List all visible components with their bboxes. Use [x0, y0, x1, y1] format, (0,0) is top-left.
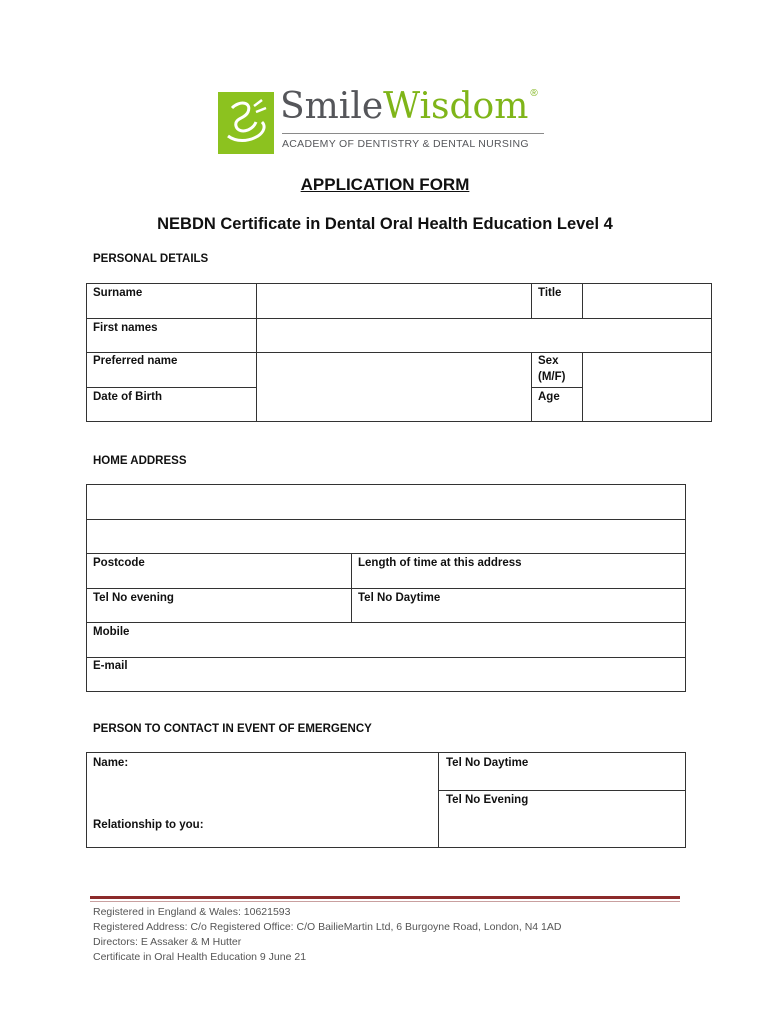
- brand-name-part1: Smile: [280, 86, 384, 127]
- emergency-name-label: Name:: [93, 757, 129, 769]
- form-subtitle: NEBDN Certificate in Dental Oral Health Education Level 4: [157, 215, 613, 233]
- title-field[interactable]: [583, 284, 711, 318]
- preferred-name-field[interactable]: [257, 353, 531, 387]
- home-address-heading: HOME ADDRESS: [93, 455, 187, 467]
- footer-directors: Directors: E Assaker & M Hutter: [93, 936, 242, 948]
- smilewisdom-logo-icon: [218, 92, 274, 154]
- tel-daytime-label: Tel No Daytime: [358, 592, 441, 604]
- sex-label: Sex (M/F): [538, 355, 566, 383]
- tel-evening-field[interactable]: [87, 589, 351, 622]
- divider: [86, 387, 256, 388]
- brand-name-part2: Wisdom: [383, 86, 529, 127]
- emergency-name-field[interactable]: [87, 753, 438, 813]
- title-label: Title: [538, 287, 562, 299]
- age-label: Age: [538, 391, 560, 403]
- first-names-field[interactable]: [257, 319, 711, 352]
- mobile-label: Mobile: [93, 626, 130, 638]
- footer-rule: [90, 896, 680, 899]
- sex-field[interactable]: [583, 353, 711, 387]
- surname-label: Surname: [93, 287, 143, 299]
- dob-label: Date of Birth: [93, 391, 162, 403]
- brand-divider: [282, 133, 544, 134]
- relationship-field[interactable]: [87, 814, 438, 847]
- age-field[interactable]: [583, 388, 711, 421]
- emergency-tel-evening-field[interactable]: [439, 791, 685, 847]
- divider: [531, 352, 532, 422]
- surname-field[interactable]: [257, 284, 531, 318]
- dob-field[interactable]: [257, 388, 531, 421]
- first-names-label: First names: [93, 322, 158, 334]
- logo: [218, 86, 558, 154]
- postcode-label: Postcode: [93, 557, 145, 569]
- emergency-tel-daytime-label: Tel No Daytime: [446, 757, 529, 769]
- brand-name: [280, 86, 538, 127]
- divider: [531, 283, 532, 318]
- footer-document-ref: Certificate in Oral Health Education 9 June 21: [93, 951, 307, 963]
- length-at-address-label: Length of time at this address: [358, 557, 522, 569]
- length-at-address-field[interactable]: [352, 554, 685, 588]
- personal-details-heading: PERSONAL DETAILS: [93, 253, 209, 265]
- mobile-field[interactable]: [87, 623, 685, 657]
- brand-tagline: ACADEMY OF DENTISTRY & DENTAL NURSING: [282, 138, 529, 150]
- preferred-name-label: Preferred name: [93, 355, 178, 367]
- email-label: E-mail: [93, 660, 128, 672]
- tel-evening-label: Tel No evening: [93, 592, 174, 604]
- postcode-field[interactable]: [87, 554, 351, 588]
- address-line-1-field[interactable]: [87, 485, 685, 519]
- emergency-contact-heading: PERSON TO CONTACT IN EVENT OF EMERGENCY: [93, 723, 372, 735]
- emergency-tel-daytime-field[interactable]: [439, 753, 685, 790]
- relationship-label: Relationship to you:: [93, 819, 204, 831]
- tel-daytime-field[interactable]: [352, 589, 685, 622]
- emergency-tel-evening-label: Tel No Evening: [446, 794, 529, 806]
- footer-rule-thin: [90, 901, 680, 902]
- address-line-2-field[interactable]: [87, 520, 685, 553]
- registered-mark: ®: [530, 88, 538, 99]
- email-field[interactable]: [87, 658, 685, 691]
- footer-address: Registered Address: C/o Registered Office: C/O BailieMartin Ltd, 6 Burgoyne Road, London, N4 1AD: [93, 921, 562, 933]
- form-title: APPLICATION FORM: [300, 175, 470, 194]
- divider: [531, 387, 582, 388]
- footer-registration: Registered in England & Wales: 10621593: [93, 906, 291, 918]
